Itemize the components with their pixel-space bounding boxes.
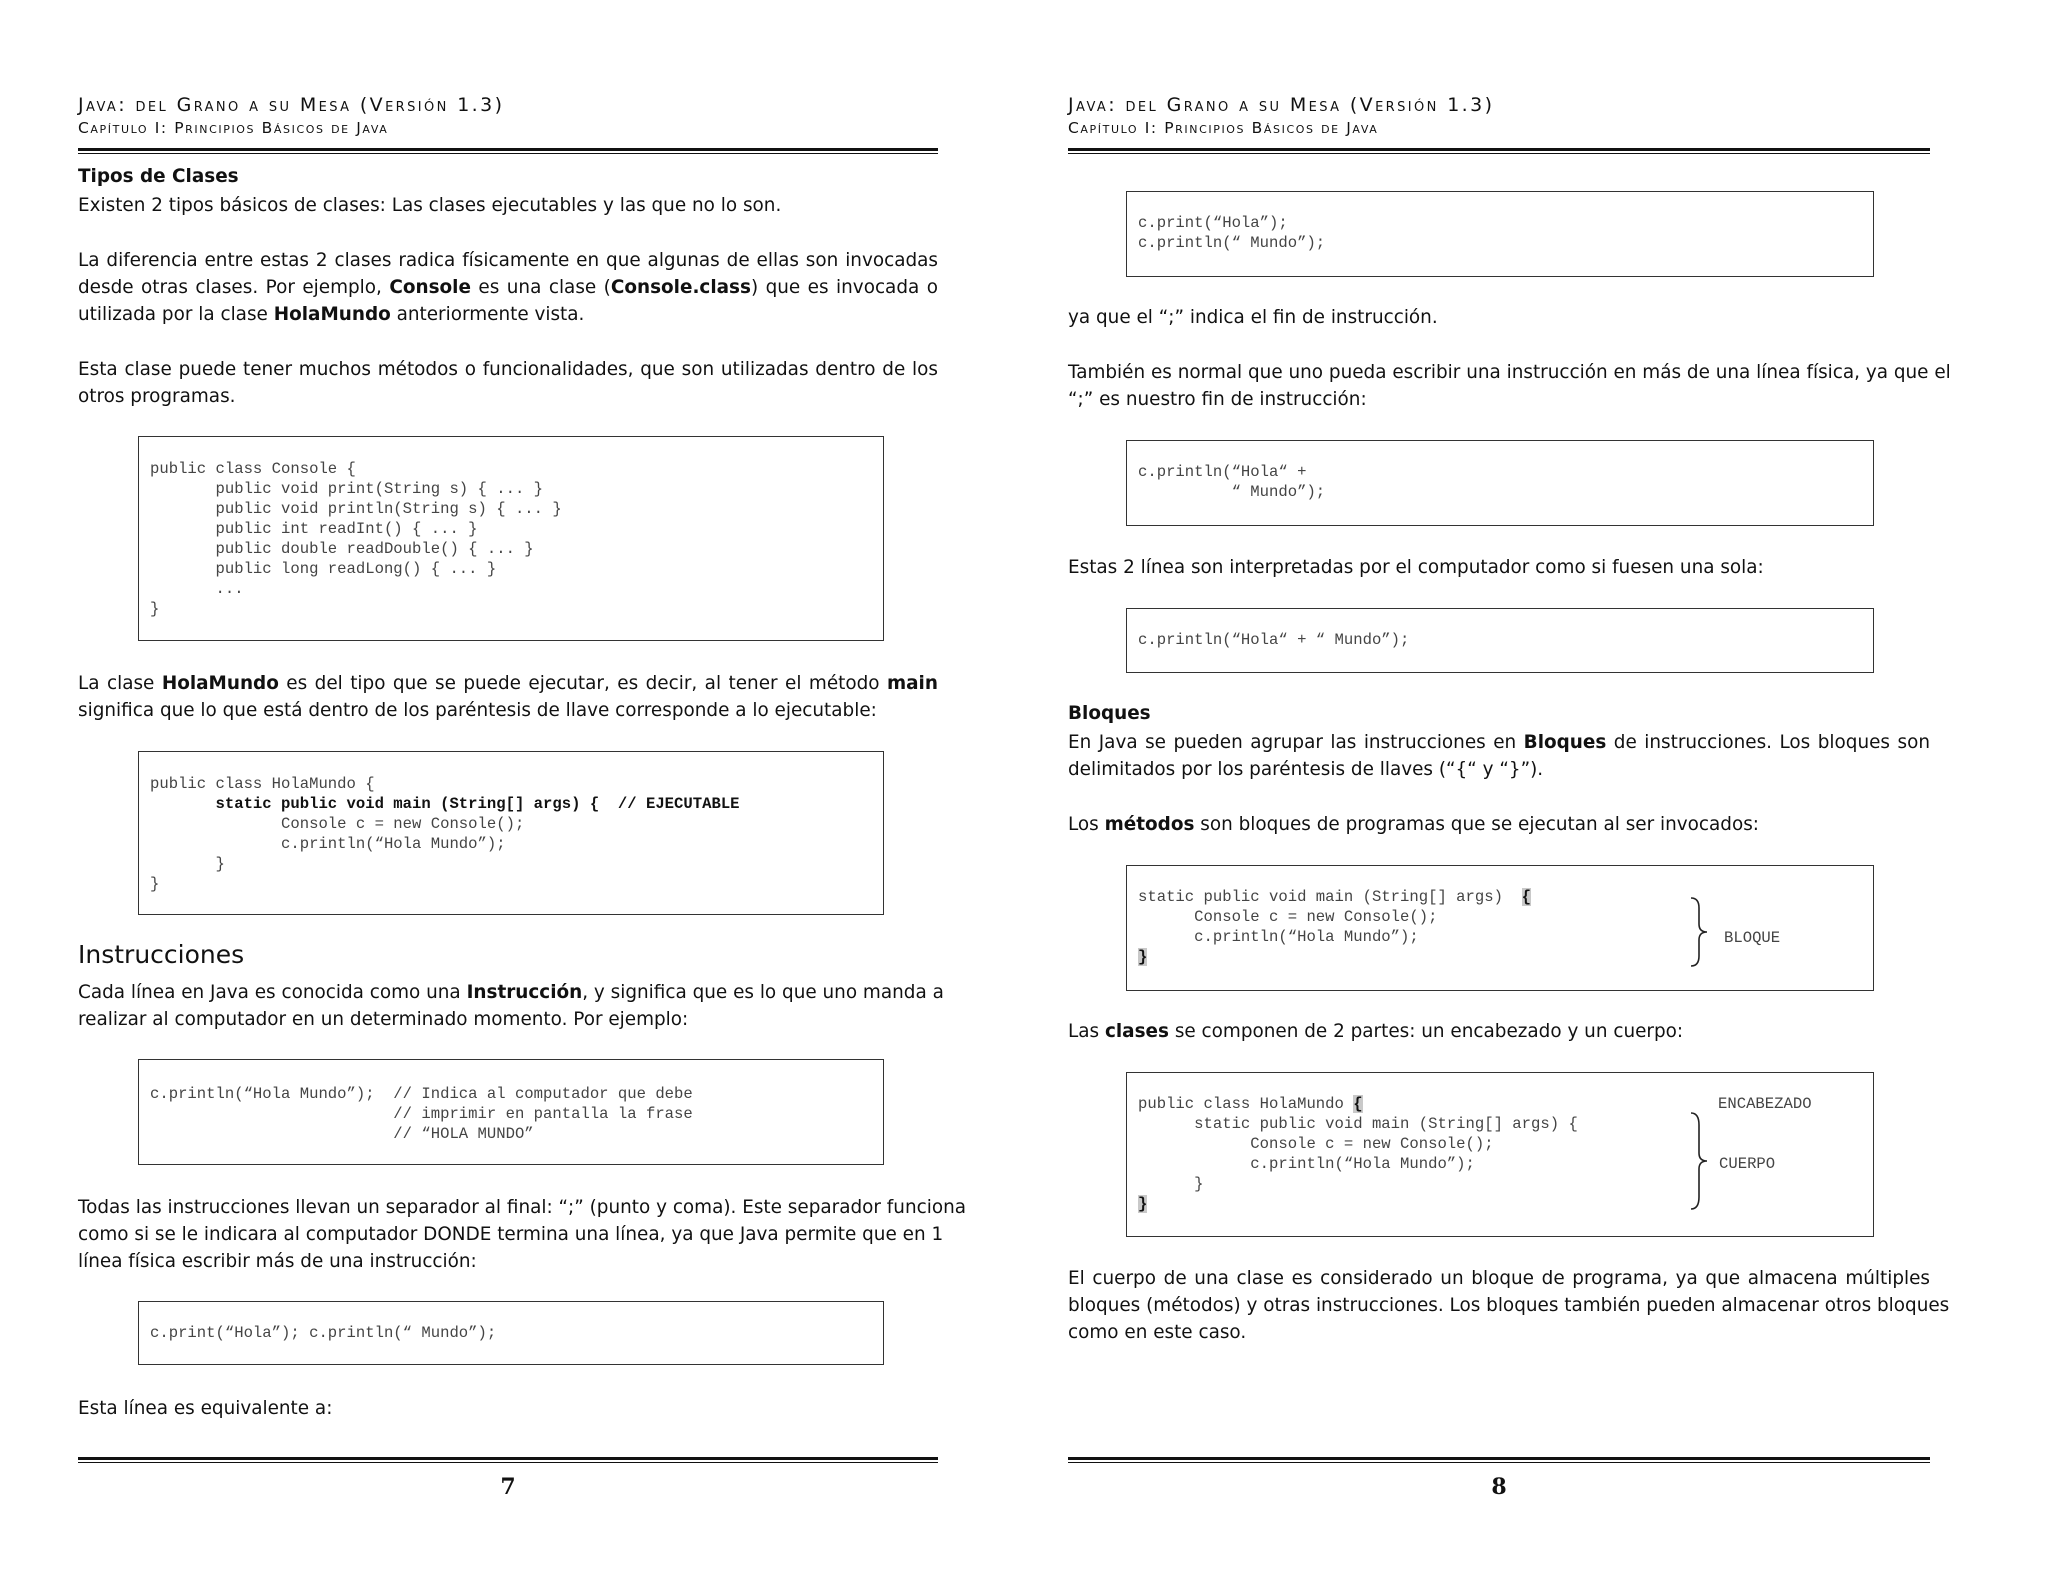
paragraph-line: La clase HolaMundo es del tipo que se puede ejecutar, es decir, al tener el método main [78,673,938,694]
paragraph-line: La diferencia entre estas 2 clases radica físicamente en que algunas de ellas son invocadas [78,250,938,271]
header-rule [1068,148,1930,154]
code-block-bloque [1126,865,1874,991]
page-number: 7 [500,1474,516,1500]
paragraph-line: Todas las instrucciones llevan un separador al final: “;” (punto y coma). Este separador funciona [78,1197,966,1218]
code-line: c.println(“Hola Mundo”); [150,835,506,853]
running-header-chapter: Capítulo I: Principios Básicos de Java [1068,119,1379,137]
code-line: Console c = new Console(); [1138,1135,1494,1153]
paragraph: ya que el “;” indica el fin de instrucción. [1068,307,1438,328]
code-line: public class HolaMundo { [150,775,375,793]
code-line: public int readInt() { ... } [150,520,478,538]
brace-highlight: } [1138,948,1148,966]
running-header-title: Java: del Grano a su Mesa (Versión 1.3) [1068,94,1495,116]
paragraph-line: como si se le indicara al computador DONDE termina una línea, ya que Java permite que en 1 [78,1224,944,1245]
paragraph-line: línea física escribir más de una instrucción: [78,1251,477,1272]
code-line: c.print(“Hola”); c.println(“ Mundo”); [150,1324,497,1342]
running-header-chapter: Capítulo I: Principios Básicos de Java [78,119,389,137]
paragraph: Existen 2 tipos básicos de clases: Las clases ejecutables y las que no lo son. [78,195,782,216]
code-line: public class Console { [150,460,356,478]
cuerpo-label: CUERPO [1719,1155,1776,1173]
curly-brace-icon [1689,896,1711,968]
paragraph-line: bloques (métodos) y otras instrucciones. Los bloques también pueden almacenar otros bloques [1068,1295,1950,1316]
code-line: static public void main (String[] args) { // EJECUTABLE [150,795,740,813]
code-line: } [150,855,225,873]
code-line: public void print(String s) { ... } [150,480,544,498]
paragraph-line: El cuerpo de una clase es considerado un bloque de programa, ya que almacena múltiples [1068,1268,1930,1289]
paragraph: Las clases se componen de 2 partes: un encabezado y un cuerpo: [1068,1021,1684,1042]
code-line: public double readDouble() { ... } [150,540,534,558]
code-line: // imprimir en pantalla la frase [150,1105,693,1123]
code-line: public long readLong() { ... } [150,560,497,578]
page-number: 8 [1491,1474,1507,1500]
brace-highlight: { [1353,1095,1363,1113]
paragraph-line: En Java se pueden agrupar las instrucciones en Bloques de instrucciones. Los bloques son [1068,732,1930,753]
code-line: “ Mundo”); [1138,483,1326,501]
code-block-console [138,436,884,641]
code-line: c.print(“Hola”); [1138,214,1288,232]
code-block-multiline [1126,440,1874,526]
page-left [78,0,966,1582]
paragraph-line: como en este caso. [1068,1322,1247,1343]
section-title-instrucciones: Instrucciones [78,940,245,969]
paragraph-line: significa que lo que está dentro de los paréntesis de llave corresponde a lo ejecutable: [78,700,877,721]
code-line: } [150,875,160,893]
paragraph-line: realizar al computador en un determinado momento. Por ejemplo: [78,1009,689,1030]
paragraph-line: desde otras clases. Por ejemplo, Console es una clase (Console.class) que es invocada o [78,277,938,298]
paragraph-line: delimitados por los paréntesis de llaves (“{“ y “}”). [1068,759,1544,780]
section-title-bloques: Bloques [1068,703,1151,724]
code-line: Console c = new Console(); [1138,908,1438,926]
code-block-single [1126,608,1874,673]
code-line: c.println(“Hola“ + [1138,463,1307,481]
paragraph: Los métodos son bloques de programas que se ejecutan al ser invocados: [1068,814,1760,835]
code-block-print [1126,191,1874,277]
footer-rule [78,1457,938,1463]
bloque-label: BLOQUE [1724,929,1781,947]
code-line [1138,1194,1873,1214]
encabezado-label: ENCABEZADO [1718,1095,1812,1113]
code-line: static public void main (String[] args) { [1138,888,1532,906]
code-line: Console c = new Console(); [150,815,525,833]
code-line: c.println(“Hola“ + “ Mundo”); [1138,631,1410,649]
paragraph: Esta línea es equivalente a: [78,1398,333,1419]
code-line: c.println(“Hola Mundo”); [1138,1155,1475,1173]
paragraph-line: “;” es nuestro fin de instrucción: [1068,389,1367,410]
code-line: c.println(“ Mundo”); [1138,234,1326,252]
code-line: } [1138,1175,1204,1193]
paragraph-line: También es normal que uno pueda escribir una instrucción en más de una línea física, ya que el [1068,362,1951,383]
code-line: public void println(String s) { ... } [150,500,562,518]
code-line: ... [150,580,244,598]
running-header-title: Java: del Grano a su Mesa (Versión 1.3) [78,94,505,116]
section-title-tipos: Tipos de Clases [78,166,239,187]
brace-highlight: { [1521,888,1532,906]
code-line: } [150,600,160,618]
code-line: c.println(“Hola Mundo”); [1138,928,1419,946]
code-block-clase [1126,1072,1874,1237]
brace-highlight: } [1138,1195,1148,1213]
code-line: c.println(“Hola Mundo”); // Indica al computador que debe [150,1085,693,1103]
header-rule [78,148,938,154]
code-line: public class HolaMundo { [1138,1095,1363,1113]
paragraph-line: otros programas. [78,386,236,407]
code-block-holamundo [138,751,884,915]
paragraph-line: Esta clase puede tener muchos métodos o funcionalidades, que son utilizadas dentro de los [78,359,938,380]
code-line: // “HOLA MUNDO” [150,1125,534,1143]
code-line: static public void main (String[] args) { [1138,1115,1578,1133]
code-block-one-line [138,1301,884,1365]
paragraph: Estas 2 línea son interpretadas por el computador como si fuesen una sola: [1068,557,1764,578]
code-line [1138,947,1873,967]
footer-rule [1068,1457,1930,1463]
paragraph-line: utilizada por la clase HolaMundo anteriormente vista. [78,304,585,325]
paragraph-line: Cada línea en Java es conocida como una Instrucción, y significa que es lo que uno manda a [78,982,944,1003]
page-right [1068,0,1951,1582]
curly-brace-icon [1689,1111,1711,1211]
code-block-instruccion [138,1059,884,1165]
